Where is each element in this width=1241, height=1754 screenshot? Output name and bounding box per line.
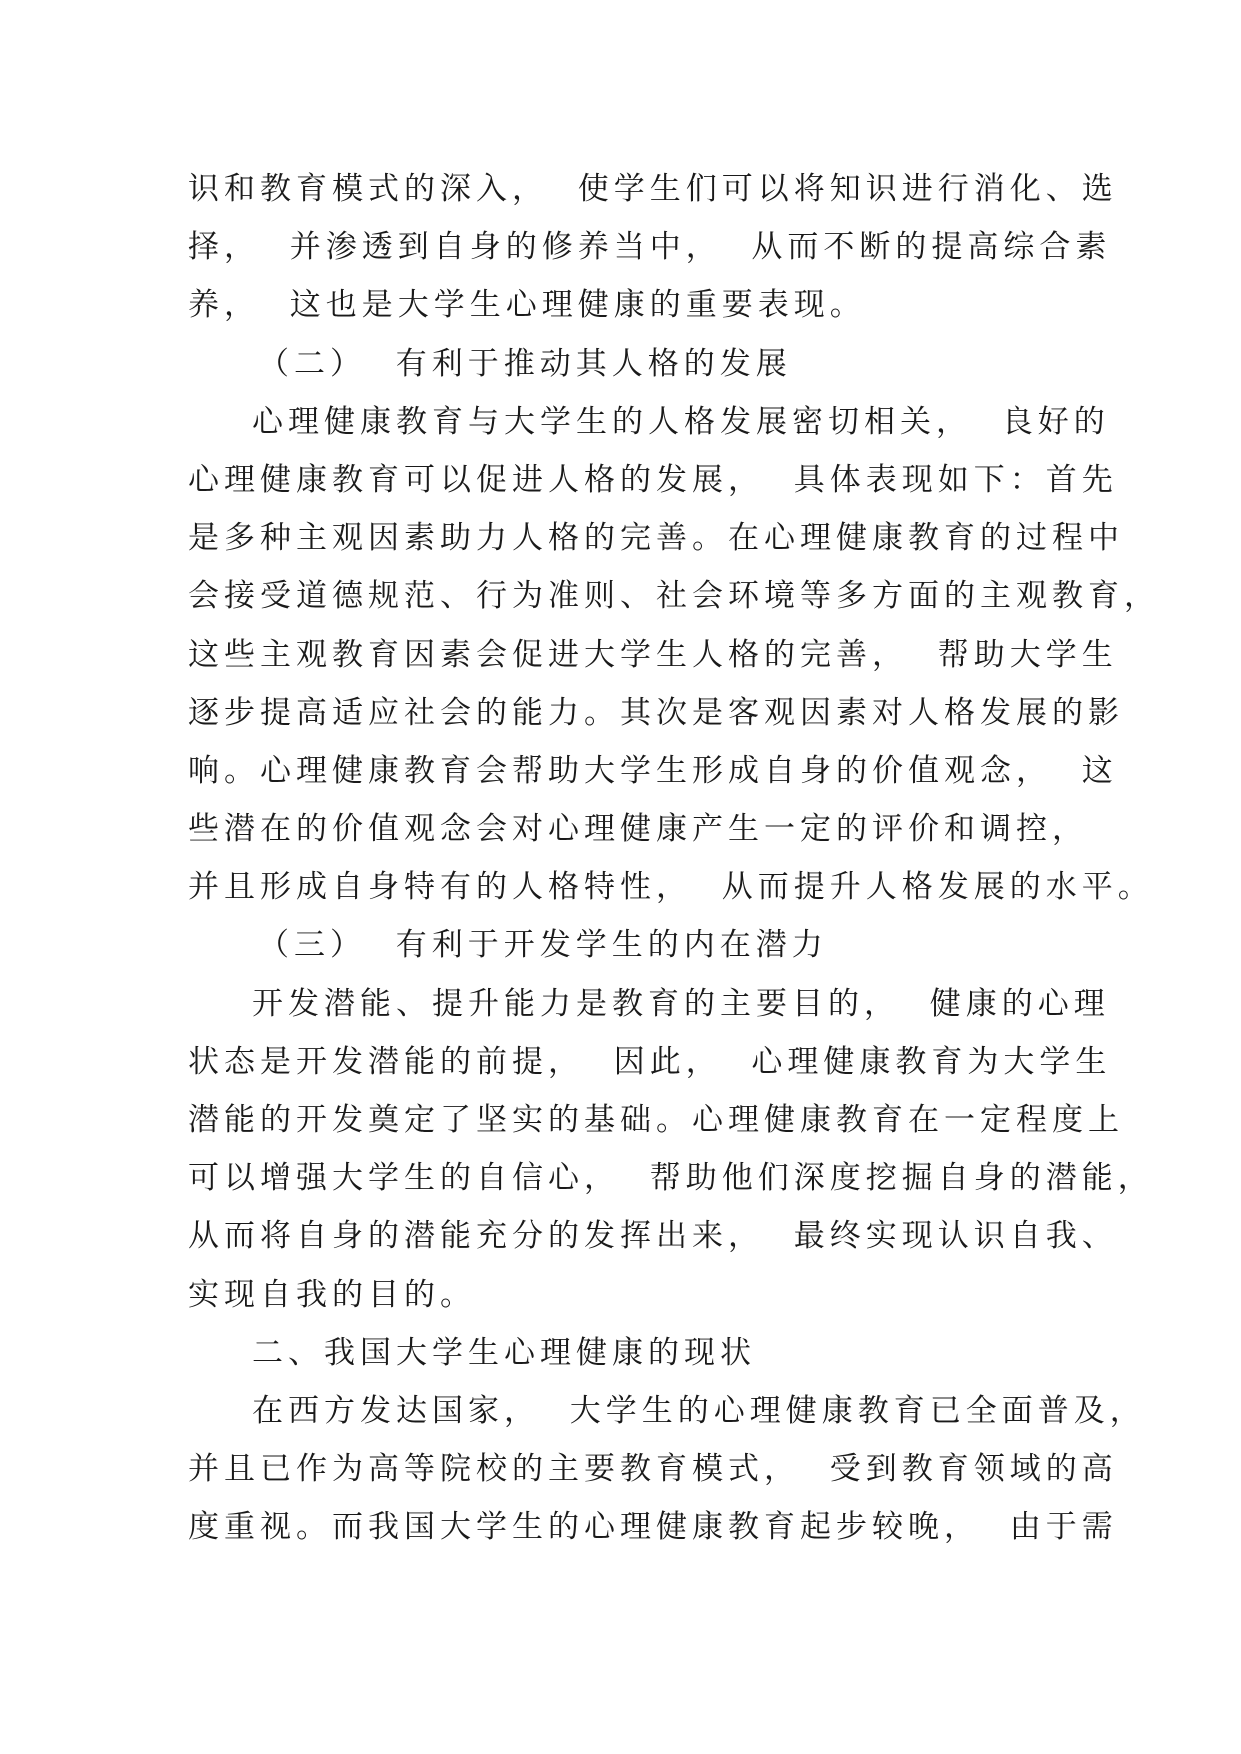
- document-body: [188, 160, 1160, 1557]
- text-line: 可以增强大学生的自信心， 帮助他们深度挖掘自身的潜能，: [188, 1160, 1154, 1197]
- section-heading: （三） 有利于开发学生的内在潜力: [258, 927, 828, 964]
- text-line: 状态是开发潜能的前提， 因此， 心理健康教育为大学生: [188, 1043, 1112, 1080]
- text-line: 些潜在的价值观念会对心理健康产生一定的评价和调控，: [188, 811, 1088, 848]
- text-line: 养， 这也是大学生心理健康的重要表现。: [188, 287, 866, 324]
- paragraph-first-line: 在西方发达国家， 大学生的心理健康教育已全面普及，: [252, 1392, 1146, 1429]
- text-line: 择， 并渗透到自身的修养当中， 从而不断的提高综合素: [188, 229, 1112, 266]
- section-heading: （二） 有利于推动其人格的发展: [258, 345, 792, 382]
- paragraph-first-line: 开发潜能、提升能力是教育的主要目的， 健康的心理: [252, 985, 1110, 1022]
- text-line: 是多种主观因素助力人格的完善。在心理健康教育的过程中: [188, 520, 1124, 557]
- section-heading-main: 二、我国大学生心理健康的现状: [252, 1334, 756, 1371]
- text-line: 并且已作为高等院校的主要教育模式， 受到教育领域的高: [188, 1451, 1118, 1488]
- text-line: 心理健康教育可以促进人格的发展， 具体表现如下：首先: [188, 461, 1118, 498]
- text-line: 逐步提高适应社会的能力。其次是客观因素对人格发展的影: [188, 694, 1124, 731]
- text-line: 并且形成自身特有的人格特性， 从而提升人格发展的水平。: [188, 869, 1154, 906]
- text-line: 响。心理健康教育会帮助大学生形成自身的价值观念， 这: [188, 752, 1118, 789]
- text-line: 度重视。而我国大学生的心理健康教育起步较晚， 由于需: [188, 1509, 1118, 1546]
- text-line: 这些主观教育因素会促进大学生人格的完善， 帮助大学生: [188, 636, 1118, 673]
- paragraph-first-line: 心理健康教育与大学生的人格发展密切相关， 良好的: [252, 403, 1110, 440]
- text-line: 从而将自身的潜能充分的发挥出来， 最终实现认识自我、: [188, 1218, 1118, 1255]
- text-line: 实现自我的目的。: [188, 1276, 476, 1313]
- text-line: 会接受道德规范、行为准则、社会环境等多方面的主观教育，: [188, 578, 1160, 615]
- text-line: 潜能的开发奠定了坚实的基础。心理健康教育在一定程度上: [188, 1102, 1124, 1138]
- text-line: 识和教育模式的深入， 使学生们可以将知识进行消化、选: [188, 171, 1118, 207]
